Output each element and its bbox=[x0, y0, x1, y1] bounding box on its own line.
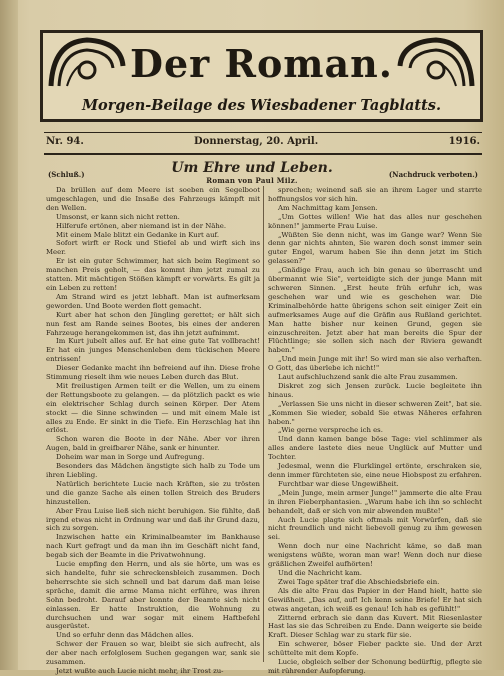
paragraph: Aber Frau Luise ließ sich nicht beruhigen. Sie fühlte, daß irgend etwas nicht in Ordnung war und daß ihr Grund dazu, sich zu sorgen. bbox=[46, 506, 260, 533]
issue-number: Nr. 94. bbox=[46, 136, 84, 147]
newspaper-title: Der Roman. bbox=[130, 41, 393, 86]
story-title: Um Ehre und Leben. bbox=[171, 160, 333, 176]
paragraph: Im Kurt jubelt alles auf. Er hat eine gute Tat vollbracht! Er hat ein junges Menschenleben dem tückischen Meere entrissen! bbox=[46, 337, 260, 364]
paragraph: Mit freilustigen Armen teilt er die Wellen, um zu einem der Rettungsboote zu gelangen. — da plötzlich packt es wie ein elektrischer Schlag durch seinen Körper. Der Atem stockt — die Sinne schwinden — und mit einem Male ist alles zu Ende. Er sinkt in die Tiefe. Ein Herzschlag hat ihn erlöst. bbox=[46, 381, 260, 435]
paragraph: Furchtbar war diese Ungewißheit. bbox=[278, 479, 399, 488]
paragraph: Natürlich berichtete Lucie nach Kräften, sie zu trösten und die ganze Sache als einen tollen Streich des Bruders hinzustellen. bbox=[46, 479, 260, 506]
paragraph: Diskret zog sich Jensen zurück. Lucie begleitete ihn hinaus. bbox=[268, 381, 482, 399]
story-byline: Roman von Paul Milz. bbox=[206, 176, 298, 185]
paragraph: „Mein Junge, mein armer Junge!" jammerte die alte Frau in ihren Fieberphantasien. „Warum habe ich ihn so schlecht behandelt, daß er sich von mir abwenden mußte!" bbox=[268, 488, 482, 515]
paragraph: Sofort wirft er Rock und Stiefel ab und wirft sich ins Meer. bbox=[46, 239, 260, 257]
paragraph: Mit einem Male blitzt ein Gedanke in Kurt auf. bbox=[56, 230, 220, 239]
issue-date: Donnerstag, 20. April. bbox=[194, 136, 319, 147]
copyright-note: (Nachdruck verboten.) bbox=[388, 170, 478, 179]
paragraph: „Gnädige Frau, auch ich bin genau so überrascht und übermannt wie Sie", verteidigte sich der junge Mann mit schweren Sinnen. „Erst heute früh erfuhr ich, was geschehen war und wie es geschehen war. Die Kriminalbehörde hatte übrigens schon seit einiger Zeit ein aufmerksames Auge auf die Gräfin aus Rußland gerichtet. Man hatte bisher nur keinen Grund, gegen sie einzuschreiten. Jetzt aber hat man bereits die Spur der Flüchtlinge; sie sollen sich nach der Riviera gewandt haben." bbox=[268, 266, 482, 355]
paragraph: Zitternd erbrach sie dann das Kuvert. Mit Riesenlaster Hast las sie das Schreiben zu Ende. Dann weigerte sie beide Kraft. Dieser Schlag war zu stark für sie. bbox=[268, 613, 482, 640]
paragraph: Ein schwerer, böser Fieber packte sie. Und der Arzt schüttelte mit dem Kopfe. bbox=[268, 640, 482, 658]
paragraph: Er ist ein guter Schwimmer, hat sich beim Regiment so manchen Preis geholt, — das kommt ihm jetzt zumal zu statten. Mit mächtigen Stößen kämpft er vorwärts. Es gilt ja ein Leben zu retten! bbox=[46, 257, 260, 292]
paragraph: Und die Nachricht kam. bbox=[278, 568, 362, 577]
paragraph: Schon waren die Boote in der Nähe. Aber vor ihren Augen, bald in greifbarer Nähe, sank er hinunter. bbox=[46, 435, 260, 453]
paragraph: Als die alte Frau das Papier in der Hand hielt, hatte sie Gewißheit. „Das auf, auf! Ich kenn seine Briefe! Er hat sich etwas angetan, ich weiß es genau! Ich hab es gefühlt!" bbox=[268, 586, 482, 613]
paragraph: Auch Lucie plagte sich oftmals mit Vorwürfen, daß sie nicht freundlich und nicht liebevoll genug zu ihm gewesen sei. bbox=[268, 515, 482, 542]
paragraph: Jetzt wußte auch Lucie nicht mehr, ihr Trost zu- bbox=[56, 666, 224, 675]
paragraph: Hilferufe ertönen, aber niemand ist in der Nähe. bbox=[56, 221, 227, 230]
text-column-left bbox=[46, 186, 260, 675]
paragraph: Laut aufschluchzend sank die alte Frau zusammen. bbox=[278, 373, 458, 382]
issue-info-bar bbox=[44, 132, 482, 155]
paragraph: Inzwischen hatte ein Kriminalbeamter im Bankhause nach Kurt gefragt und da man ihn im Geschäft nicht fand, begab sich der Beamte in die Privatwohnung. bbox=[46, 533, 260, 560]
paragraph: Und so erfuhr denn das Mädchen alles. bbox=[56, 631, 194, 640]
paragraph: Besonders das Mädchen ängstigte sich halb zu Tode um ihren Liebling. bbox=[46, 462, 260, 479]
paragraph: Da brüllen auf dem Meere ist soeben ein Segelboot umgeschlagen, und die Insaße des Fahrzeugs kämpft mit den Wellen. bbox=[46, 186, 260, 212]
paragraph: „Um Gottes willen! Wie hat das alles nur geschehen können!" jammerte Frau Luise. bbox=[268, 212, 482, 230]
paragraph: Zwei Tage später traf die Abschiedsbriefe ein. bbox=[278, 577, 440, 586]
paragraph: Jedesmal, wenn die Flurklingel ertönte, erschraken sie, denn immer fürchteten sie, eine neue Hiobspost zu erfahren. bbox=[268, 462, 482, 479]
paragraph: Lucie, obgleich selber der Schonung bedürftig, pflegte sie mit rührender Aufopferung. bbox=[268, 658, 482, 675]
paragraph: sprechen; weinend saß sie an ihrem Lager und starrte hoffnungslos vor sich hin. bbox=[268, 186, 482, 203]
newspaper-subtitle: Morgen-Beilage des Wiesbadener Tagblatts. bbox=[81, 97, 442, 114]
paragraph: Lucie empfing den Herrn, und als sie hörte, um was es sich handelte, fuhr sie schreckensbleich zusammen. Doch beherrschte sie sich schnell und bat darum daß man leise spräche, damit die arme Mama nicht erführe, was ihren Sohn bedroht. Darauf aber konnte der Beamte sich nicht einlassen. Er hatte Instruktion, die Wohnung zu durchsuchen und war sogar mit einem Haftbefehl ausgerüstet. bbox=[46, 560, 260, 631]
column-divider bbox=[263, 186, 264, 662]
continuation-note: (Schluß.) bbox=[48, 170, 85, 179]
paragraph: Dieser Gedanke macht ihn befreiend auf ihn. Diese frohe Stimmung rieselt ihm wie neues Leben durch das Blut. bbox=[46, 364, 260, 382]
paragraph: „Wie gerne verspreche ich es. bbox=[278, 426, 383, 435]
issue-year: 1916. bbox=[448, 136, 480, 147]
paragraph: Kurt aber hat schon den Jüngling gerettet; er hält sich nun fest am Rande seines Bootes, bis eines der anderen Fahrzeuge herangekommen ist, das ihn jetzt aufnimmt. bbox=[46, 310, 260, 337]
paragraph: Doheim war man in Sorge und Aufregung. bbox=[56, 453, 205, 462]
paragraph: Am Strand wird es jetzt lebhaft. Man ist aufmerksam geworden. Und Boote werden flott gemacht. bbox=[46, 292, 260, 310]
paragraph: „Wüßten Sie denn nicht, was im Gange war? Wenn Sie denn gar nichts ahnten, Sie waren doch sonst immer sein guter Engel, warum haben Sie ihn denn jetzt im Stich gelassen?" bbox=[268, 230, 482, 266]
masthead bbox=[40, 30, 483, 122]
paragraph: Umsonst, er kann sich nicht retten. bbox=[56, 212, 180, 221]
paragraph: Und dann kamen bange böse Tage: viel schlimmer als alles andere lastete dies neue Unglück auf Mutter und Tochter. bbox=[268, 435, 482, 462]
text-column-right bbox=[268, 186, 482, 675]
paragraph: Wenn doch nur eine Nachricht käme, so daß man wenigstens wüßte, woran man war! Wenn doch nur diese gräßlichen Zweifel aufhörten! bbox=[268, 542, 482, 569]
page-edge-shadow bbox=[0, 0, 18, 670]
paragraph: Am Nachmittag kam Jensen. bbox=[278, 203, 378, 212]
paragraph: „Verlassen Sie uns nicht in dieser schweren Zeit", bat sie. „Kommen Sie wieder, sobald Sie etwas Näheres erfahren haben." bbox=[268, 399, 482, 426]
paragraph: Schwer der Frauen so war, bleibt sie sich aufrecht, als der aber nach erfolglosem Suchen gegangen war, sank sie zusammen. bbox=[46, 640, 260, 667]
paragraph: „Und mein Junge mit ihr! So wird man sie also verhaften. O Gott, das überlebe ich nicht!" bbox=[268, 355, 482, 373]
